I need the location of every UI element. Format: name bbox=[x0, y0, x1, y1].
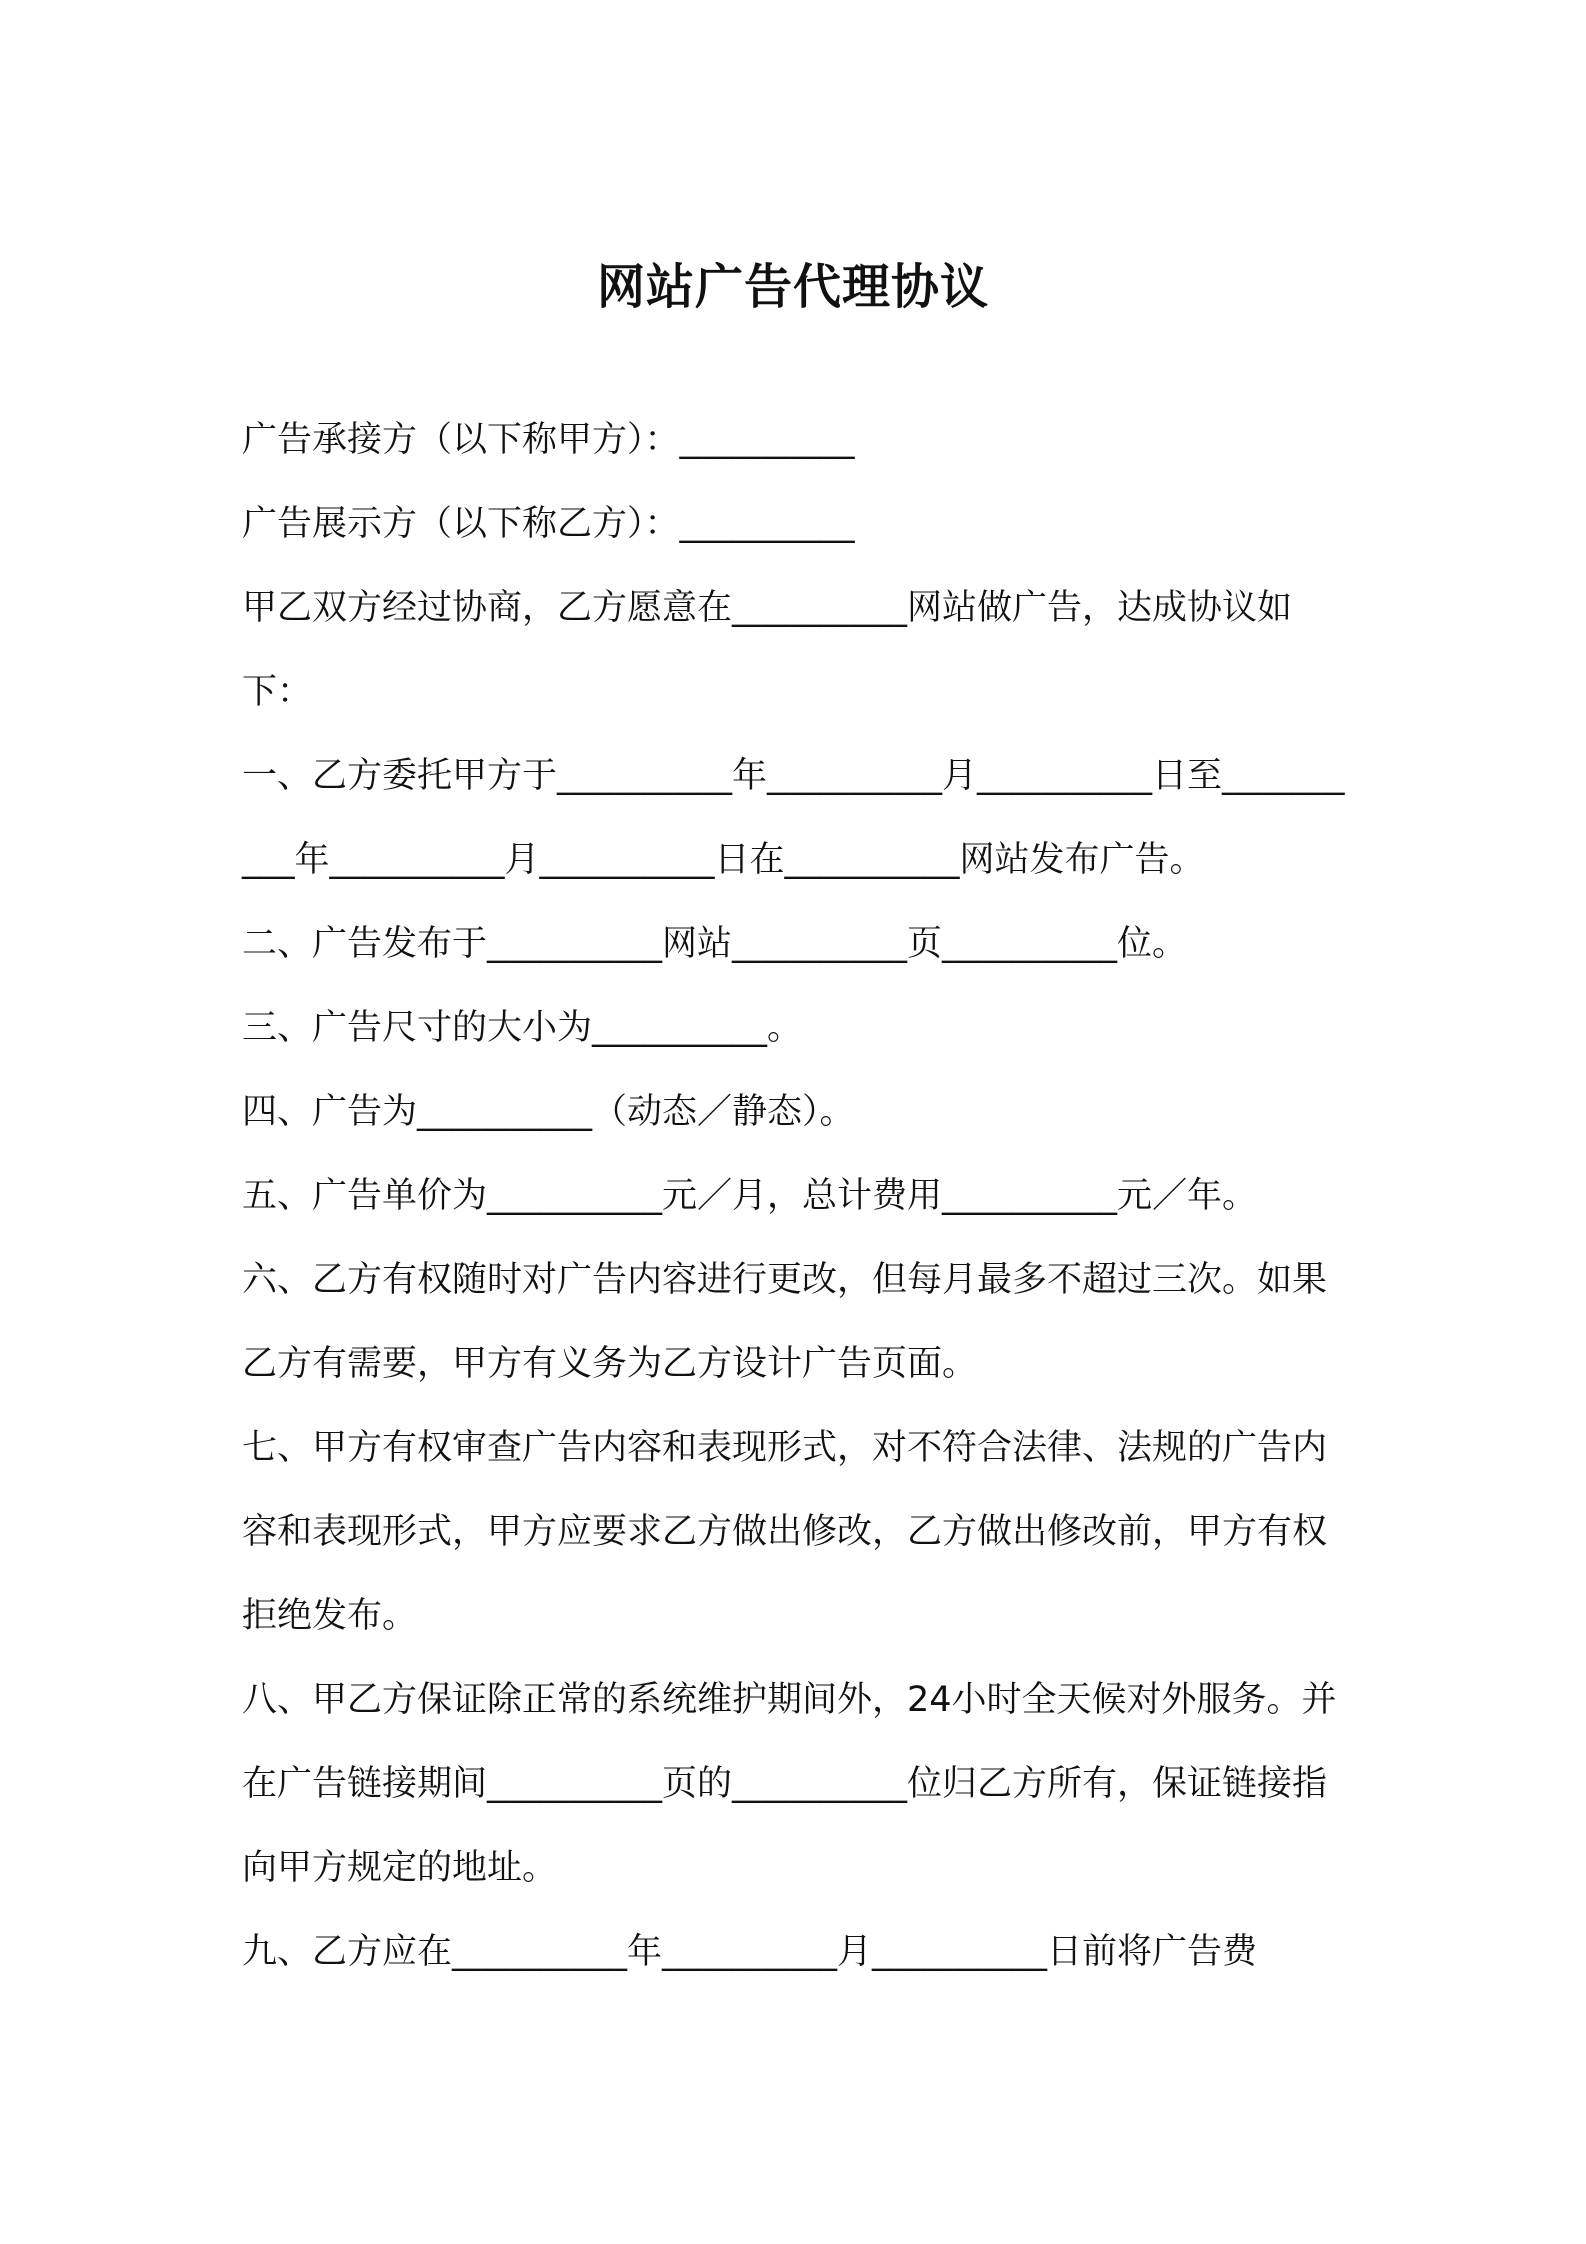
clause-8: 八、甲乙方保证除正常的系统维护期间外，24小时全天候对外服务。并在广告链接期间__________页的__________位归乙方所有，保证链接指向甲方规定的地址。 bbox=[242, 1680, 1337, 1888]
clause-3: 三、广告尺寸的大小为__________。 bbox=[242, 1008, 803, 1048]
party-b-line: 广告展示方（以下称乙方）：__________ bbox=[242, 504, 855, 544]
clause-4: 四、广告为__________（动态／静态）。 bbox=[242, 1092, 855, 1132]
clause-2: 二、广告发布于__________网站__________页__________位。 bbox=[242, 924, 1188, 964]
clause-7: 七、甲方有权审查广告内容和表现形式，对不符合法律、法规的广告内容和表现形式，甲方应要求乙方做出修改，乙方做出修改前，甲方有权拒绝发布。 bbox=[242, 1428, 1328, 1636]
document-body bbox=[242, 398, 1354, 1994]
clause-6: 六、乙方有权随时对广告内容进行更改，但每月最多不超过三次。如果乙方有需要，甲方有义务为乙方设计广告页面。 bbox=[242, 1260, 1328, 1384]
clause-1: 一、乙方委托甲方于__________年__________月__________日至__________年__________月__________日在__________网站发布广告。 bbox=[242, 756, 1345, 880]
preamble-paragraph: 甲乙双方经过协商，乙方愿意在__________网站做广告，达成协议如下： bbox=[242, 588, 1293, 712]
clause-5: 五、广告单价为__________元／月，总计费用__________元／年。 bbox=[242, 1176, 1258, 1216]
clause-9: 九、乙方应在__________年__________月__________日前将广告费 bbox=[242, 1932, 1258, 1972]
document-title: 网站广告代理协议 bbox=[596, 259, 989, 315]
party-a-line: 广告承接方（以下称甲方）：__________ bbox=[242, 420, 855, 460]
